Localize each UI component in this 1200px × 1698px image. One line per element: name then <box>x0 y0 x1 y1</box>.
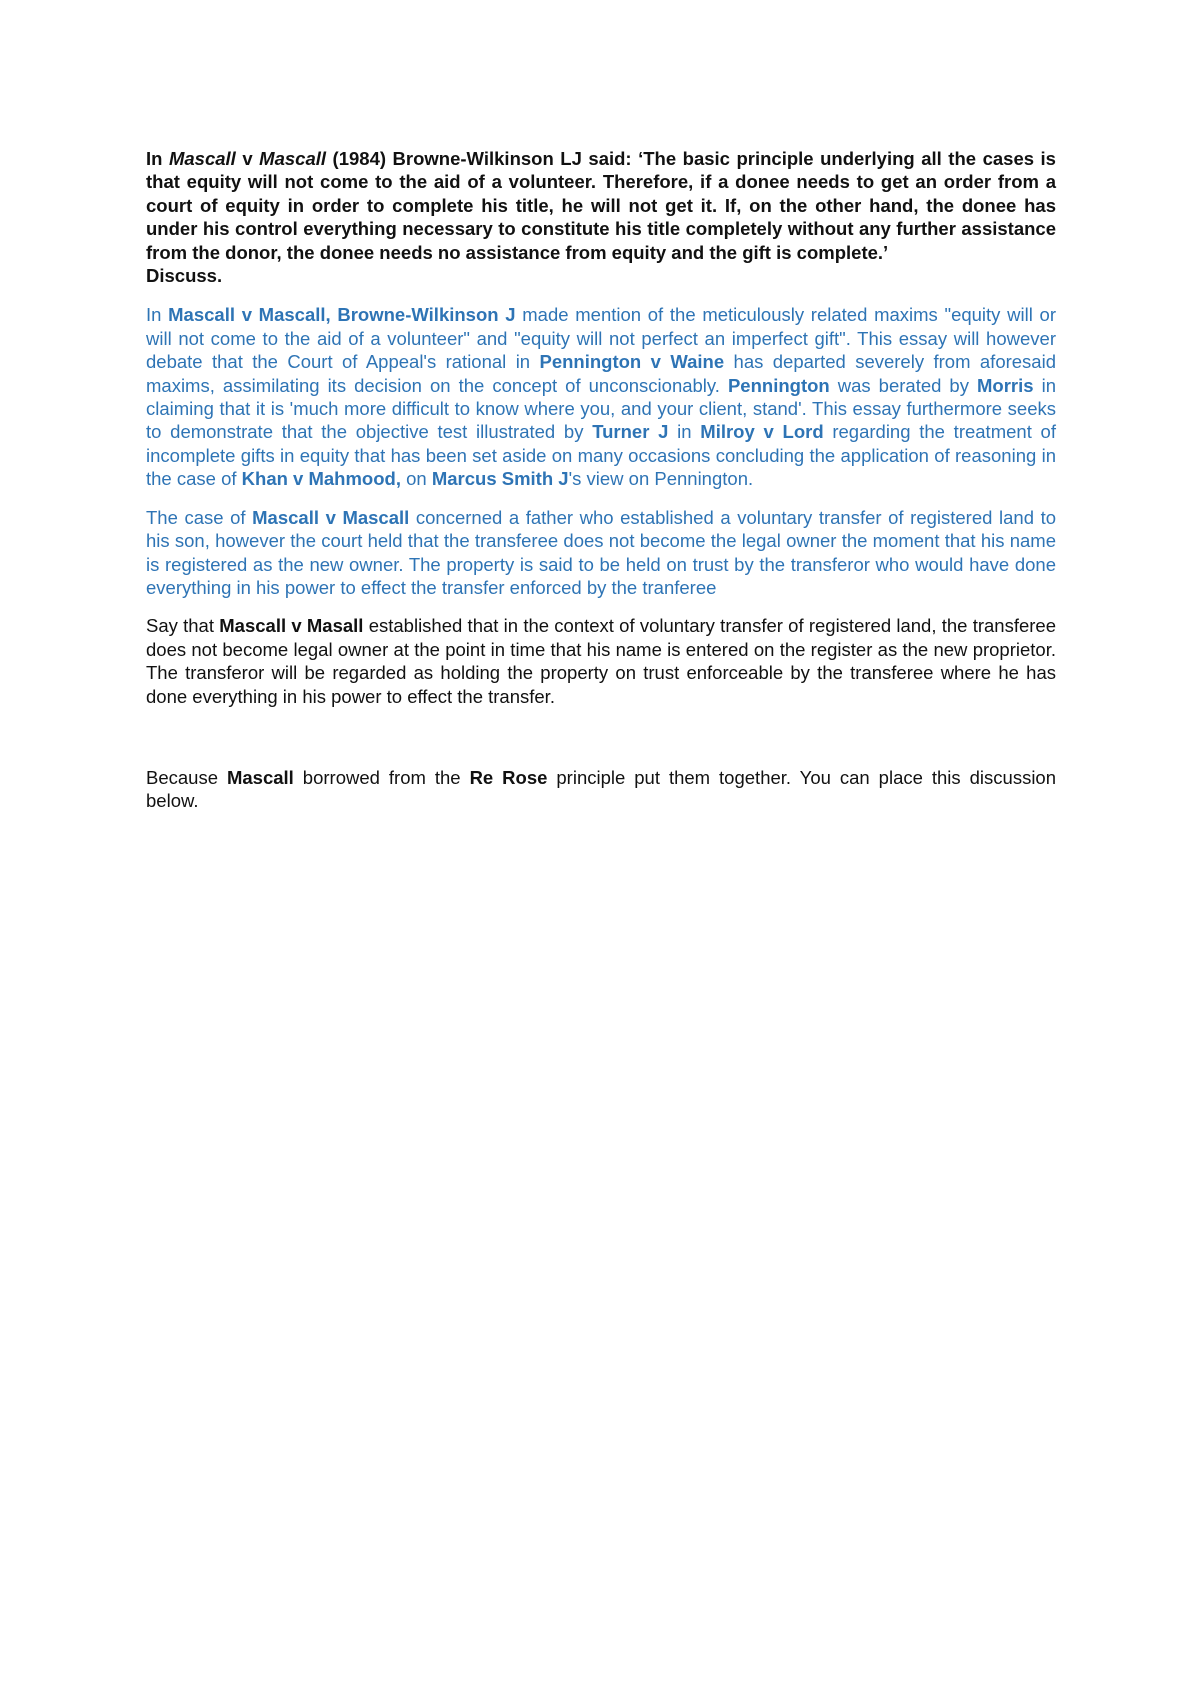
para1-text-9: 's view on Pennington. <box>568 468 754 490</box>
para1-text-7: regarding the treatment of incomplete gifts in equity that has been set aside on many occasions concluding the application of reasoning in the case of <box>146 421 1056 490</box>
para1-bold-1: Mascall v Mascall, Browne-Wilkinson J <box>168 304 516 326</box>
paragraph-instruction <box>146 766 1056 813</box>
para4-text-3: principle put them together. You can place this discussion below. <box>146 766 1057 812</box>
para1-text-1: In <box>146 304 169 326</box>
paragraph-note <box>146 614 1056 708</box>
blank-spacer <box>146 723 1056 766</box>
essay-question <box>146 147 1056 264</box>
question-discuss: Discuss. <box>146 265 223 287</box>
question-case-name-1: Mascall <box>168 148 236 169</box>
para1-text-5: in claiming that it is 'much more difficult to know where you, and your client, stand'. This essay furthermore seeks to demonstrate that the objective test illustrated by <box>146 374 1056 443</box>
question-text-3: (1984) Browne-Wilkinson LJ said: ‘The basic principle underlying all the cases is that equity will not come to the aid of a volunteer. Therefore, if a donee needs to get an order from a court of equity in order to complete his title, he will not get it. If, on the other hand, the donee has under his control everything necessary to constitute his title completely without any further assistance from the donor, the donee needs no assistance from equity and the gift is complete.’ <box>146 148 1056 263</box>
para1-bold-4: Morris <box>977 374 1034 396</box>
para4-text-1: Because <box>146 766 227 788</box>
question-text-1: In <box>146 148 169 169</box>
para1-text-3: has departed severely from aforesaid maxims, assimilating its decision on the concept of unconscionably. <box>146 351 1056 396</box>
para1-bold-3: Pennington <box>727 374 830 396</box>
para1-text-8: on <box>400 468 432 490</box>
para4-text-2: borrowed from the <box>293 766 470 788</box>
para2-text-1: The case of <box>146 506 253 528</box>
question-case-name-2: Mascall <box>259 148 327 169</box>
para1-bold-7: Khan v Mahmood, <box>241 468 401 490</box>
para3-text-1: Say that <box>146 615 220 637</box>
para1-text-4: was berated by <box>829 374 978 396</box>
paragraph-case-facts <box>146 506 1056 600</box>
document-page <box>146 147 1056 828</box>
para1-bold-2: Pennington v Waine <box>539 351 725 373</box>
para3-text-2: established that in the context of voluntary transfer of registered land, the transferee does not become legal owner at the point in time that his name is entered on the register as the new proprietor. The transferor will be regarded as holding the property on trust enforceable by the transferee where he has done everything in his power to effect the transfer. <box>146 615 1056 707</box>
para4-bold-1: Mascall <box>226 766 294 788</box>
para2-bold-1: Mascall v Mascall <box>252 506 410 528</box>
para1-bold-5: Turner J <box>592 421 669 443</box>
para1-bold-8: Marcus Smith J <box>431 468 569 490</box>
para1-text-6: in <box>668 421 701 443</box>
question-text-2: v <box>235 148 260 169</box>
para1-text-2: made mention of the meticulously related maxims "equity will or will not come to the aid of a volunteer" and "equity will not perfect an imperfect gift". This essay will however debate that the Court of Appeal's rational in <box>146 304 1056 373</box>
para3-bold-1: Mascall v Masall <box>219 615 364 637</box>
para4-bold-2: Re Rose <box>469 766 548 788</box>
para2-text-2: concerned a father who established a voluntary transfer of registered land to his son, however the court held that the transferee does not become the legal owner the moment that his name is registered as the new owner. The property is said to be held on trust by the transferor who would have done everything in his power to effect the transfer enforced by the tranferee <box>146 506 1056 598</box>
para1-bold-6: Milroy v Lord <box>700 421 824 443</box>
paragraph-introduction <box>146 303 1056 490</box>
